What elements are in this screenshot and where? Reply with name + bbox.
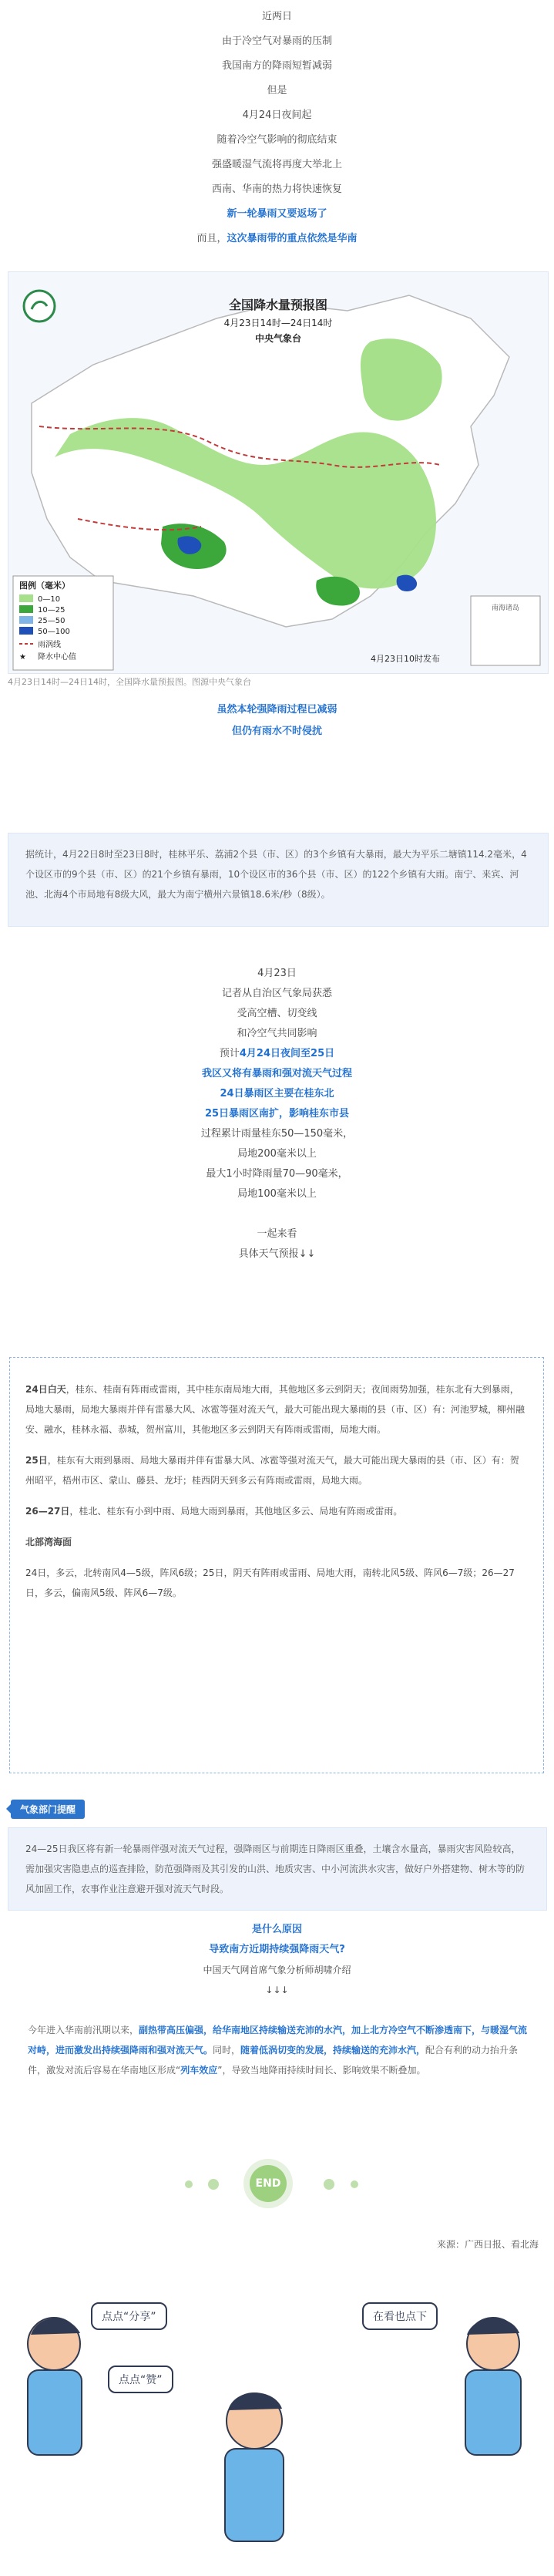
reason-text-a: 今年进入华南前汛期以来， <box>28 2025 139 2036</box>
date-block-line: 记者从自治区气象局获悉 <box>221 988 332 999</box>
cartoon-svg <box>0 2275 554 2568</box>
forecast-text: ，桂东、桂南有阵雨或雷雨，其中桂东南局地大雨，其他地区多云到阴天；夜间雨势加强，桂东北有大到暴雨，局地大暴雨，局地大暴雨并伴有雷暴大风、冰雹等强对流天气，最大可能出现大暴雨的县（市、区）有：河池罗城，柳州融安、融水，桂林永福、恭城，贺州富川，其他地区多云到阴天有阵雨或雷雨，局地大雨。 <box>25 1384 525 1435</box>
map-caption: 4月23日14时—24日14时，全国降水量预报图。图源中央气象台 <box>8 677 251 687</box>
spacer <box>0 1204 554 1224</box>
highlight-line: 我区又将有暴雨和强对流天气过程 <box>201 1068 352 1079</box>
intro-section <box>0 8 554 254</box>
date-forecast-line <box>0 1044 554 1064</box>
legend-label-1: 10—25 <box>38 606 65 615</box>
intro-line: 随着冷空气影响的彻底结束 <box>217 134 337 146</box>
subhead-line: 虽然本轮强降雨过程已减弱 <box>217 704 337 716</box>
intro-last-highlight: 这次暴雨带的重点依然是华南 <box>227 233 358 244</box>
intro-line: 近两日 <box>261 11 292 22</box>
map-stamp: 4月23日10时发布 <box>371 654 440 664</box>
map-subtitle: 4月23日14时—24日14时 <box>223 318 333 328</box>
intro-last-line <box>0 230 554 248</box>
reason-text-e: 配合有利的动力抬升条件，激发对流后容易在华南地区形成“ <box>28 2045 519 2076</box>
person-middle-hair-icon <box>228 2392 282 2410</box>
forecast-text: ，桂东有大雨到暴雨、局地大暴雨并伴有雷暴大风、冰雹等强对流天气，最大可能出现大暴雨的县（市、区）有：贺州昭平，梧州市区、蒙山、藤县、龙圩；桂西阴天到多云有阵雨或雷雨，局地大雨。 <box>25 1455 519 1486</box>
reason-intro: 中国天气网首席气象分析师胡啸介绍 <box>203 1965 351 1975</box>
like-bubble[interactable]: 点点“赞” <box>108 2366 173 2393</box>
leaf-icon <box>185 2180 193 2188</box>
forecast-tag: 24日白天 <box>25 1384 66 1395</box>
intro-highlight: 新一轮暴雨又要返场了 <box>227 208 327 220</box>
date-line: 4月23日 <box>257 968 297 979</box>
date-block-line: 过程累计雨量桂东50—150毫米， <box>200 1128 354 1140</box>
forecast-paragraph-24 <box>25 1379 528 1440</box>
reason-text-g: ”，导致当地降雨持续时间长、影响效果不断叠加。 <box>217 2065 426 2076</box>
intro-last-prefix: 而且， <box>196 233 227 244</box>
forecast-paragraph-25 <box>25 1450 528 1490</box>
date-block-line: 受高空槽、切变线 <box>237 1008 317 1019</box>
legend-label-0: 0—10 <box>38 595 61 604</box>
forecast-paragraph-26-27 <box>25 1501 528 1521</box>
person-left-body-icon <box>28 2370 82 2455</box>
date-block-line: 一起来看 <box>257 1228 297 1240</box>
map-svg <box>8 272 548 673</box>
legend-swatch-1 <box>19 605 33 613</box>
end-marker <box>0 2151 554 2221</box>
date-block <box>0 964 554 1264</box>
reason-text-c: 同时， <box>213 2045 241 2056</box>
person-right-hair-icon <box>467 2318 519 2335</box>
end-badge <box>243 2159 293 2208</box>
forecast-text: ，桂北、桂东有小到中雨、局地大雨到暴雨，其他地区多云、局地有阵雨或雷雨。 <box>69 1506 403 1517</box>
reason-text-d: 随着低涡切变的发展，持续输送的充沛水汽， <box>240 2045 426 2056</box>
forecast-sea-heading: 北部湾海面 <box>25 1537 72 1547</box>
person-right-body-icon <box>465 2370 521 2455</box>
view-bubble[interactable]: 在看也点下 <box>362 2302 438 2330</box>
date-block-line: 局地100毫米以上 <box>237 1188 317 1200</box>
leaf-icon <box>351 2180 358 2188</box>
leaf-icon <box>324 2179 334 2190</box>
date-block-line: 局地200毫米以上 <box>237 1148 317 1160</box>
legend-front-label: 雨涡线 <box>38 641 61 649</box>
intro-line: 由于冷空气对暴雨的压制 <box>221 35 332 47</box>
date-block-line: 和冷空气共同影响 <box>237 1028 317 1039</box>
dept-label-tag: 气象部门提醒 <box>11 1800 85 1819</box>
intro-line: 4月24日夜间起 <box>242 109 312 121</box>
reason-text <box>28 2020 529 2080</box>
end-text: END <box>250 2165 287 2202</box>
intro-line: 但是 <box>267 85 287 96</box>
cma-logo-icon <box>24 291 55 322</box>
legend-swatch-3 <box>19 627 33 635</box>
forecast-prefix: 预计 <box>219 1048 240 1059</box>
subhead-line: 但仍有雨水不时侵扰 <box>231 726 322 737</box>
stats-box <box>8 833 549 927</box>
reason-question: 导致南方近期持续强降雨天气? <box>209 1944 345 1955</box>
forecast-tag: 26—27日 <box>25 1506 70 1517</box>
person-left-hair-icon <box>31 2318 80 2335</box>
date-block-line: 具体天气预报↓↓ <box>238 1248 316 1260</box>
map-title: 全国降水量预报图 <box>228 298 328 312</box>
inset-map-label: 南海诸岛 <box>491 604 520 612</box>
share-cartoon <box>0 2275 554 2568</box>
reason-text-b: 副热带高压偏强，给华南地区持续输送充沛的水汽，加上北方冷空气不断渗透南下，与暖湿气流对峙，进而激发出持续强降雨和强对流天气。 <box>28 2025 528 2056</box>
reason-section <box>0 1920 554 2000</box>
legend-label-2: 25—50 <box>38 617 65 625</box>
reason-text-f: 列车效应 <box>180 2065 218 2076</box>
legend-swatch-0 <box>19 594 33 602</box>
highlight-line: 24日暴雨区主要在桂东北 <box>220 1088 334 1099</box>
highlight-line: 25日暴雨区南扩，影响桂东市县 <box>204 1108 350 1120</box>
dept-reminder-text: 24—25日我区将有新一轮暴雨伴强对流天气过程，强降雨区与前期连日降雨区重叠，土壤含水量高，暴雨灾害风险较高，需加强灾害隐患点的巡查排险，防范强降雨及其引发的山洪、地质灾害、中小河流洪水灾害，做好户外搭建物、树木等的防风加固工作，农事作业注意避开强对流天气时段。 <box>8 1827 547 1911</box>
intro-line: 西南、华南的热力将快速恢复 <box>211 184 342 195</box>
leaf-icon <box>208 2179 219 2190</box>
forecast-sea-text: 24日，多云，北转南风4—5级，阵风6级；25日，阴天有阵雨或雷雨、局地大雨，南转北风5级、阵风6—7级；26—27日，多云，偏南风5级、阵风6—7级。 <box>25 1567 515 1598</box>
person-middle-body-icon <box>225 2449 284 2541</box>
legend-center-marker-icon: ★ <box>19 653 26 662</box>
precipitation-map <box>8 271 549 674</box>
source-credit: 来源：广西日报、看北海 <box>436 2239 539 2250</box>
legend-label-3: 50—100 <box>38 628 70 636</box>
intro-line: 我国南方的降雨短暂减弱 <box>221 60 332 72</box>
stats-text: 据统计，4月22日8时至23日8时，桂林平乐、荔浦2个县（市、区）的3个乡镇有大暴雨，最大为平乐二塘镇114.2毫米，4个设区市的9个县（市、区）的21个乡镇有暴雨，10个设区市的36个县（市、区）的122个乡镇有大雨。南宁、来宾、河池、北海4个市局地有8级大风，最大为南宁横州六景镇18.6米/秒（8级）。 <box>25 849 527 900</box>
forecast-tag: 25日 <box>25 1455 48 1466</box>
legend-swatch-2 <box>19 616 33 624</box>
reason-title: 是什么原因 <box>251 1924 302 1935</box>
forecast-box <box>9 1357 544 1773</box>
date-block-line: 最大1小时降雨量70—90毫米， <box>206 1168 348 1180</box>
share-bubble[interactable]: 点点“分享” <box>91 2302 167 2330</box>
intro-line: 强盛暖湿气流将再度大举北上 <box>211 159 342 170</box>
map-agency: 中央气象台 <box>254 333 302 344</box>
legend-center-label: 降水中心值 <box>38 653 76 662</box>
reason-arrows: ↓↓↓ <box>265 1985 289 1995</box>
forecast-highlight: 4月24日夜间至25日 <box>239 1048 335 1059</box>
legend-title: 图例（毫米） <box>19 581 70 591</box>
